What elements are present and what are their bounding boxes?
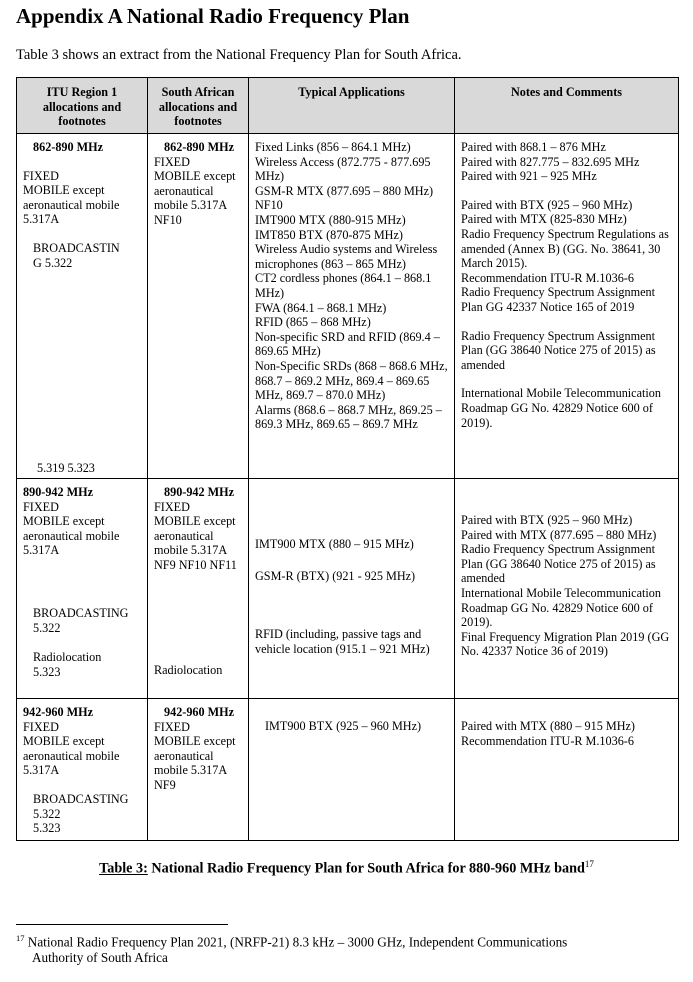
application-item: IMT850 BTX (870-875 MHz) [255, 227, 403, 242]
itu-band: 862-890 MHz [33, 140, 104, 154]
itu-cell [17, 134, 148, 479]
footnote-number: 17 [16, 933, 25, 943]
notes-cell [455, 479, 679, 699]
application-item: CT2 cordless phones (864.1 – 868.1 MHz) [255, 271, 432, 300]
itu-footnotes: 5.319 5.323 [37, 461, 95, 476]
sa-alloc: FIXED MOBILE except aeronautical mobile 5.317A NF10 [154, 154, 236, 227]
footnote-line-2: Authority of South Africa [32, 950, 168, 966]
notes-cell [455, 134, 679, 479]
application-item: GSM-R MTX (877.695 – 880 MHz) NF10 [255, 183, 434, 213]
application-item: RFID (865 – 868 MHz) [255, 315, 371, 330]
application-item: RFID (including, passive tags and vehicle location (915.1 – 921 MHz) [255, 627, 430, 656]
application-item: Alarms (868.6 – 868.7 MHz, 869.25 – 869.3 MHz, 869.65 – 869.7 MHz [255, 402, 442, 432]
caption-text: National Radio Frequency Plan for South Africa for 880-960 MHz band [147, 860, 585, 877]
notes-block: Paired with BTX (925 – 960 MHz) Paired with MTX (877.695 – 880 MHz) Radio Frequency Spectrum Assignment Plan (GG 38640 Notice 275 of 2015) as amended International Mobile Telecommunication Roadmap GG No. 42829 Notice 600 of 2019). Final Frequency Migration Plan 2019 (GG No. 42337 Notice 36 of 2019) [461, 513, 670, 659]
appendix-heading: Appendix A National Radio Frequency Plan [16, 4, 410, 28]
itu-cell [17, 699, 148, 841]
footnote-separator [16, 924, 228, 925]
sa-band: 862-890 MHz [164, 140, 235, 154]
itu-broadcast-alloc: BROADCASTING 5.322 5.323 [33, 791, 129, 836]
application-item: GSM-R (BTX) (921 - 925 MHz) [255, 569, 416, 583]
application-item: Wireless Audio systems and Wireless microphones (863 – 865 MHz) [255, 242, 438, 271]
header-itu: ITU Region 1 allocations and footnotes [17, 78, 148, 134]
application-item: Fixed Links (856 – 864.1 MHz) [255, 140, 411, 154]
notes-block: Paired with 868.1 – 876 MHz Paired with 827.775 – 832.695 MHz Paired with 921 – 925 MHz [461, 140, 640, 184]
notes-block: Radio Frequency Spectrum Assignment Plan (GG 38640 Notice 275 of 2015) as amended [461, 328, 656, 372]
table-row [17, 479, 679, 699]
itu-mobile-alloc: FIXED MOBILE except aeronautical mobile 5.317A [23, 499, 120, 558]
applications-cell [249, 479, 455, 699]
intro-paragraph: Table 3 shows an extract from the National Frequency Plan for South Africa. [16, 47, 462, 63]
sa-cell [148, 479, 249, 699]
itu-mobile-alloc: FIXED MOBILE except aeronautical mobile 5.317A [23, 168, 120, 227]
itu-broadcast-label: BROADCASTING 5.322 [33, 606, 129, 636]
sa-alloc: FIXED MOBILE except aeronautical mobile 5.317A NF9 [154, 719, 236, 792]
sa-cell [148, 134, 249, 479]
applications-cell [249, 134, 455, 479]
itu-radiolocation: Radiolocation 5.323 [33, 650, 102, 679]
application-item: Wireless Access (872.775 - 877.695 MHz) [255, 154, 431, 184]
itu-broadcast-alloc: BROADCASTIN G 5.322 [33, 240, 120, 270]
table-caption [0, 859, 693, 878]
applications-cell [249, 699, 455, 841]
application-item: Non-Specific SRDs (868 – 868.6 MHz, 868.7 – 869.2 MHz, 869.4 – 869.65 MHz, 869.7 – 870.0 MHz) [255, 358, 448, 403]
footnote [16, 930, 656, 966]
notes-block: International Mobile Telecommunication Roadmap GG No. 42829 Notice 600 of 2019). [461, 386, 661, 430]
itu-broadcast-radiolocation [33, 592, 128, 694]
table-header-row [17, 78, 679, 134]
frequency-plan-table [16, 77, 679, 841]
application-item: IMT900 BTX (925 – 960 MHz) [265, 719, 422, 733]
table-row [17, 134, 679, 479]
application-item: FWA (864.1 – 868.1 MHz) [255, 300, 387, 315]
sa-alloc: FIXED MOBILE except aeronautical mobile 5.317A NF9 NF10 NF11 [154, 499, 237, 572]
notes-block: Paired with BTX (925 – 960 MHz) Paired with MTX (825-830 MHz) Radio Frequency Spectrum Regulations as amended (Annex B) (GG. No. 38641, 30 March 2015). Recommendation ITU-R M.1036-6 Radio Frequency Spectrum Assignment Plan GG 42337 Notice 165 of 2019 [461, 197, 669, 314]
itu-band: 890-942 MHz [23, 485, 94, 499]
sa-band: 890-942 MHz [164, 485, 235, 499]
notes-cell [455, 699, 679, 841]
header-applications: Typical Applications [249, 78, 455, 134]
notes-block: Paired with MTX (880 – 915 MHz) Recommendation ITU-R M.1036-6 [461, 719, 635, 748]
itu-mobile-alloc: FIXED MOBILE except aeronautical mobile 5.317A [23, 719, 120, 778]
application-item: Non-specific SRD and RFID (869.4 – 869.65 MHz) [255, 329, 440, 359]
sa-cell [148, 699, 249, 841]
sa-radiolocation: Radiolocation [154, 663, 223, 678]
itu-cell [17, 479, 148, 699]
footnote-line-1: National Radio Frequency Plan 2021, (NRFP-21) 8.3 kHz – 3000 GHz, Independent Communications [24, 934, 568, 950]
application-item: IMT900 MTX (880-915 MHz) [255, 212, 406, 227]
itu-band: 942-960 MHz [23, 705, 94, 719]
caption-label: Table 3: [99, 860, 148, 877]
table-row [17, 699, 679, 841]
caption-footnote-ref: 17 [584, 859, 594, 869]
application-item: IMT900 MTX (880 – 915 MHz) [255, 537, 414, 551]
sa-band: 942-960 MHz [164, 705, 235, 719]
header-sa: South African allocations and footnotes [148, 78, 249, 134]
header-notes: Notes and Comments [455, 78, 679, 134]
